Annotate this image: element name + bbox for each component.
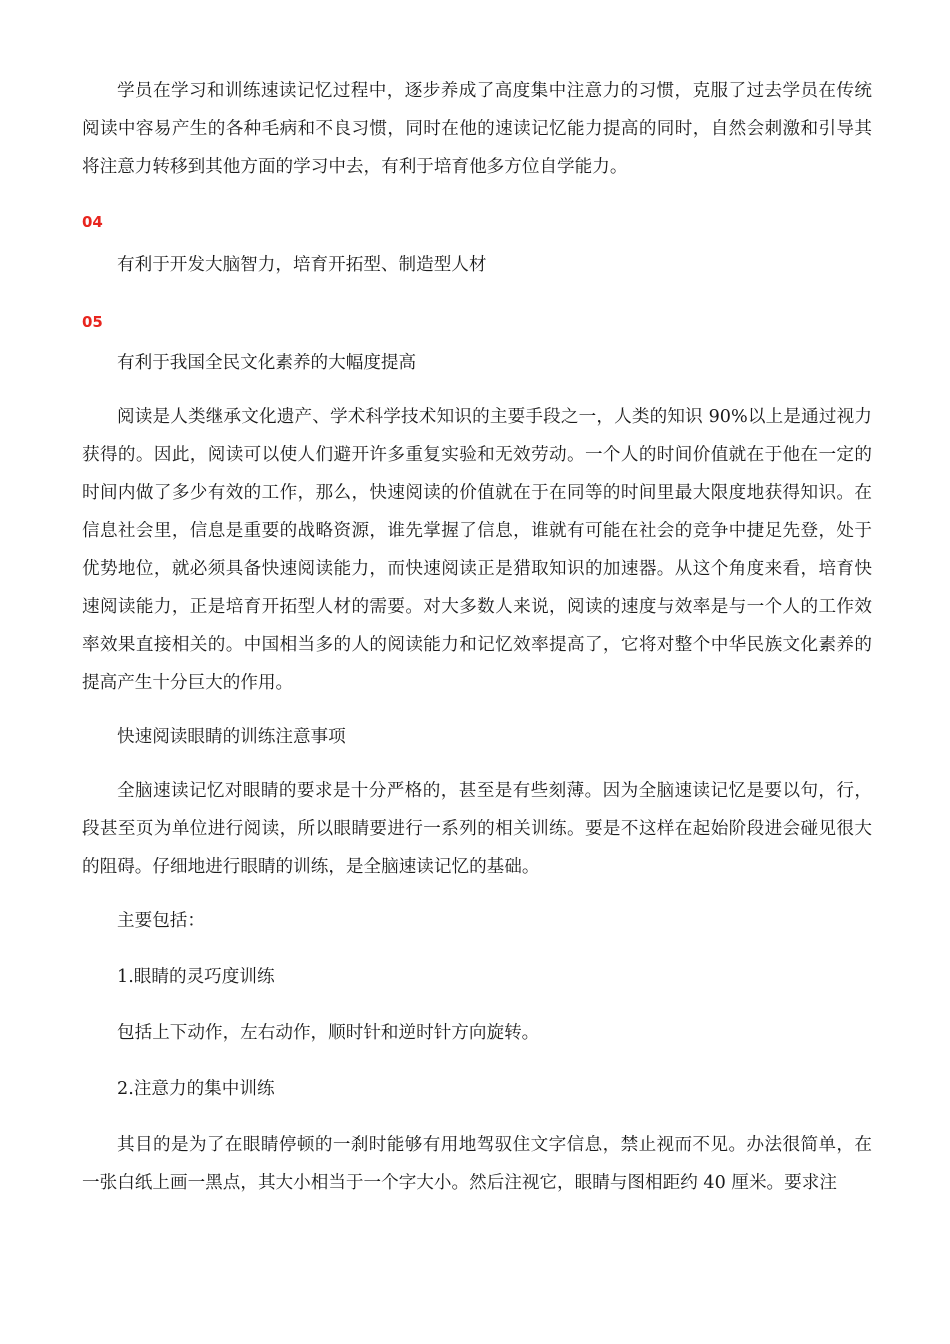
section-number-05: 05 [82, 313, 103, 331]
heading-eye-training: 快速阅读眼睛的训练注意事项 [117, 727, 346, 747]
section-heading-04: 有利于开发大脑智力，培育开拓型、制造型人材 [117, 255, 487, 275]
section-number-04: 04 [82, 213, 103, 231]
paragraph-eye-requirements: 全脑速读记忆对眼睛的要求是十分严格的，甚至是有些刻薄。因为全脑速读记忆是要以句，行，段甚至页为单位进行阅读，所以眼睛要进行一系列的相关训练。要是不这样在起始阶段进会碰见很大的阻碍。仔细地进行眼睛的训练，是全脑速读记忆的基础。 [82, 781, 872, 877]
paragraph-reading-value: 阅读是人类继承文化遗产、学术科学技术知识的主要手段之一，人类的知识 90%以上是通过视力获得的。因此，阅读可以使人们避开许多重复实验和无效劳动。一个人的时间价值就在于他在一定的时间内做了多少有效的工作，那么，快速阅读的价值就在于在同等的时间里最大限度地获得知识。在信息社会里，信息是重要的战略资源，谁先掌握了信息，谁就有可能在社会的竞争中捷足先登，处于优势地位，就必须具备快速阅读能力，而快速阅读正是猎取知识的加速器。从这个角度来看，培育快速阅读能力，正是培育开拓型人材的需要。对大多数人来说，阅读的速度与效率是与一个人的工作效率效果直接相关的。中国相当多的人的阅读能力和记忆效率提高了，它将对整个中华民族文化素养的提高产生十分巨大的作用。 [82, 407, 872, 693]
document-page [82, 0, 872, 1202]
paragraph-attention-method: 其目的是为了在眼睛停顿的一刹时能够有用地驾驭住文字信息，禁止视而不见。办法很简单，在一张白纸上画一黑点，其大小相当于一个字大小。然后注视它，眼睛与图相距约 40 厘米。要求注 [82, 1135, 872, 1193]
list-item-attention: 2.注意力的集中训练 [117, 1079, 275, 1099]
paragraph-main-includes: 主要包括： [117, 911, 205, 931]
list-item-eye-agility-desc: 包括上下动作，左右动作，顺时针和逆时针方向旋转。 [117, 1023, 540, 1043]
paragraph-self-study: 学员在学习和训练速读记忆过程中，逐步养成了高度集中注意力的习惯，克服了过去学员在传统阅读中容易产生的各种毛病和不良习惯，同时在他的速读记忆能力提高的同时，自然会刺激和引导其将注意力转移到其他方面的学习中去，有利于培育他多方位自学能力。 [82, 81, 872, 177]
list-item-eye-agility: 1.眼睛的灵巧度训练 [117, 967, 275, 987]
section-heading-05: 有利于我国全民文化素养的大幅度提高 [117, 353, 417, 373]
